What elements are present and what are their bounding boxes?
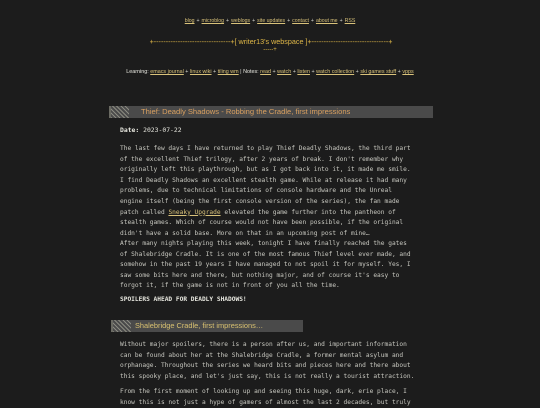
paragraph-first-moment: From the first moment of looking up and seeing this huge, dark, erie place, I know this is not just a hype of gamers of almost the last 2 decades, but truly	[120, 388, 411, 406]
notes-read-link[interactable]: read	[260, 69, 271, 75]
notes-ski-games-stuff-link[interactable]: ski games stuff	[360, 69, 397, 75]
nav-about-me-link[interactable]: about me	[315, 18, 338, 24]
learning-linux-wiki-link[interactable]: linux wiki	[189, 69, 212, 75]
title-decoration-left: +--------------------------------+[	[149, 37, 237, 46]
section-header	[111, 320, 303, 332]
notes-watch-link[interactable]: watch	[277, 69, 292, 75]
nav-contact-link[interactable]: contact	[292, 18, 309, 24]
nav-separator: +	[196, 18, 200, 24]
learning-tiling-wm-link[interactable]: tiling wm	[217, 69, 239, 75]
post-title: Thief: Deadly Shadows - Robbing the Cradle, first impressions	[141, 107, 351, 116]
date-label: Date:	[120, 126, 140, 134]
paragraph-cradle: After many nights playing this week, tonight I have finally reached the gates of Shalebridge Cradle. It is one of the most famous Thief level ever made, and somehow in the past 19 years I have managed to not spoil it for myself. Yes, I saw some bits here and there, but nothing major, and of course it's easy to forgot it, if the game is not in front of you all the time.	[120, 240, 411, 290]
spoiler-warning: SPOILERS AHEAD FOR DEADLY SHADOWS!	[120, 296, 247, 303]
notes-vpps-link[interactable]: vpps	[402, 69, 414, 75]
paragraph-intro-text-start: The last few days I have returned to play Thief Deadly Shadows, the third part of the excellent Thief trilogy, after 2 years of break. I don't remember why originally left this playthrough, but as I got back into it, it made me smile. I find Deadly Shadows an excellent stealth game. While at release it had many problems, due to technical limitations of console hardware and the Unreal engine itself (being the first console version of the series), the fan made patch called	[120, 145, 411, 216]
nav-rss-link[interactable]: RSS	[344, 18, 356, 24]
notes-label: Notes:	[243, 69, 259, 75]
hatch-decoration	[113, 320, 131, 332]
nav-separator: +	[310, 18, 314, 24]
post-date	[120, 126, 182, 134]
title-decoration-right: ]+--------------------------------+	[305, 37, 393, 46]
nav-blog-link[interactable]: blog	[184, 18, 195, 24]
section-title: Shalebridge Cradle, first impressions…	[135, 321, 264, 330]
paragraph-intro-text-end: elevated the game further into the pantheon of stealth games. Which of course would not have been possible, if the original didn't have a solid base. More on that in an upcoming post of mine…	[120, 208, 404, 237]
top-navigation	[0, 18, 540, 24]
notes-listen-link[interactable]: listen	[297, 69, 310, 75]
nav-microblog-link[interactable]: microblog	[201, 18, 225, 24]
learning-emacs-journal-link[interactable]: emacs journal	[150, 69, 184, 75]
paragraph-intro	[120, 144, 422, 239]
date-value: 2023-07-22	[143, 126, 182, 134]
nav-separator: +	[252, 18, 256, 24]
nav-separator: +	[287, 18, 291, 24]
learning-notes-bar: Learning: emacs journal + linux wiki + tiling wm | Notes: read + watch + listen + watch collection + ski games stuff + vpps	[126, 69, 414, 75]
nav-weblogs-link[interactable]: weblogs	[231, 18, 251, 24]
post-title-header	[109, 106, 433, 118]
site-title-text: writer13's webspace	[238, 37, 304, 46]
paragraph-spoiler-free: Without major spoilers, there is a person after us, and important information can be found about her at the Shalebridge Cradle, a former mental asylum and orphanage. Throughout the series we heard bits and pieces here and there about this spooky place, and let's just say, this is not really a tourist attraction.	[120, 341, 415, 380]
nav-separator: +	[226, 18, 230, 24]
title-decoration-tail: -----+	[263, 47, 277, 53]
nav-site-updates-link[interactable]: site updates	[257, 18, 286, 24]
site-title	[114, 37, 428, 46]
notes-watch-collection-link[interactable]: watch collection	[316, 69, 355, 75]
nav-separator: +	[339, 18, 343, 24]
sneaky-upgrade-link[interactable]: Sneaky Upgrade	[168, 208, 221, 216]
hatch-decoration	[111, 106, 129, 118]
learning-label: Learning:	[126, 69, 149, 75]
